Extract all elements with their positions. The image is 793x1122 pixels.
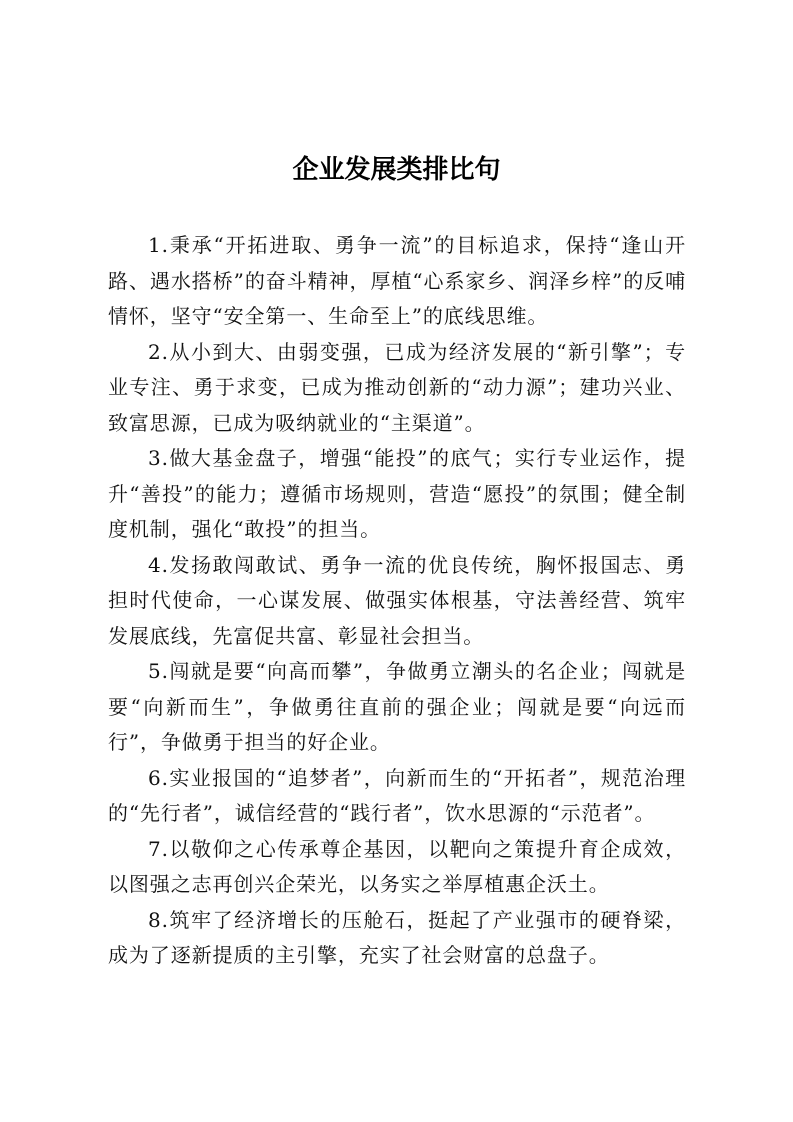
paragraph-3: 3.做大基金盘子，增强“能投”的底气；实行专业运作，提升“善投”的能力；遵循市场规则，营造“愿投”的氛围；健全制度机制，强化“敢投”的担当。 [108,446,686,541]
paragraph-6: 6.实业报国的“追梦者”，向新而生的“开拓者”，规范治理的“先行者”，诚信经营的“践行者”，饮水思源的“示范者”。 [108,765,686,825]
paragraph-1: 1.秉承“开拓进取、勇争一流”的目标追求，保持“逢山开路、遇水搭桥”的奋斗精神，厚植“心系家乡、润泽乡梓”的反哺情怀，坚守“安全第一、生命至上”的底线思维。 [108,233,686,328]
paragraph-5: 5.闯就是要“向高而攀”，争做勇立潮头的名企业；闯就是要“向新而生”，争做勇往直前的强企业；闯就是要“向远而行”，争做勇于担当的好企业。 [108,659,686,754]
document-body [108,228,686,974]
document-title: 企业发展类排比句 [292,155,501,185]
paragraph-8: 8.筑牢了经济增长的压舱石，挺起了产业强市的硬脊梁，成为了逐新提质的主引擎，充实了社会财富的总盘子。 [108,907,686,967]
paragraph-4: 4.发扬敢闯敢试、勇争一流的优良传统，胸怀报国志、勇担时代使命，一心谋发展、做强实体根基，守法善经营、筑牢发展底线，先富促共富、彰显社会担当。 [108,552,686,648]
paragraph-2: 2.从小到大、由弱变强，已成为经济发展的“新引擎”；专业专注、勇于求变，已成为推动创新的“动力源”；建功兴业、致富思源，已成为吸纳就业的“主渠道”。 [108,339,686,435]
paragraph-7: 7.以敬仰之心传承尊企基因，以靶向之策提升育企成效，以图强之志再创兴企荣光，以务实之举厚植惠企沃土。 [108,836,686,896]
